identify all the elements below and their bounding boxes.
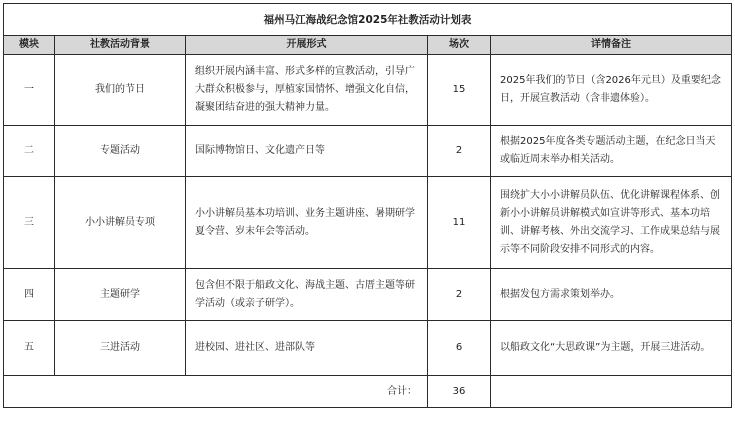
header-background: 社教活动背景 [55,36,186,55]
cell-form: 包含但不限于船政文化、海战主题、古厝主题等研学活动（或亲子研学）。 [186,269,428,321]
table-row [4,177,732,269]
cell-module: 五 [4,321,55,376]
cell-count: 6 [428,321,491,376]
header-form: 开展形式 [186,36,428,55]
cell-form: 进校园、进社区、进部队等 [186,321,428,376]
table-title-row [4,4,732,36]
cell-form: 国际博物馆日、文化遗产日等 [186,126,428,177]
header-notes: 详情备注 [491,36,732,55]
cell-form: 组织开展内涵丰富、形式多样的宣教活动，引导广大群众积极参与，厚植家国情怀、增强文化自信，凝聚团结奋进的强大精神力量。 [186,55,428,126]
cell-count: 2 [428,126,491,177]
cell-background: 小小讲解员专项 [55,177,186,269]
cell-background: 主题研学 [55,269,186,321]
cell-background: 三进活动 [55,321,186,376]
total-label: 合计： [4,376,428,408]
total-row [4,376,732,408]
total-count: 36 [428,376,491,408]
cell-notes: 围绕扩大小小讲解员队伍、优化讲解课程体系、创新小小讲解员讲解模式如宣讲等形式、基本功培训、讲解考核、外出交流学习、工作成果总结与展示等不同阶段安排不同形式的内容。 [491,177,732,269]
table-header-row [4,36,732,55]
cell-background: 专题活动 [55,126,186,177]
cell-notes: 2025年我们的节日（含2026年元旦）及重要纪念日，开展宣教活动（含非遗体验）。 [491,55,732,126]
header-module: 模块 [4,36,55,55]
table-row [4,126,732,177]
table-row [4,269,732,321]
cell-notes: 根据2025年度各类专题活动主题，在纪念日当天或临近周末举办相关活动。 [491,126,732,177]
cell-notes: 根据发包方需求策划举办。 [491,269,732,321]
cell-form: 小小讲解员基本功培训、业务主题讲座、暑期研学夏令营、岁末年会等活动。 [186,177,428,269]
activity-plan-table [3,3,732,408]
cell-count: 2 [428,269,491,321]
cell-module: 二 [4,126,55,177]
total-notes-empty [491,376,732,408]
cell-module: 四 [4,269,55,321]
cell-count: 15 [428,55,491,126]
table-title: 福州马江海战纪念馆2025年社教活动计划表 [4,4,732,36]
cell-notes: 以船政文化“大思政课”为主题，开展三进活动。 [491,321,732,376]
table-row [4,55,732,126]
cell-count: 11 [428,177,491,269]
cell-module: 三 [4,177,55,269]
cell-background: 我们的节日 [55,55,186,126]
table-row [4,321,732,376]
cell-module: 一 [4,55,55,126]
header-count: 场次 [428,36,491,55]
